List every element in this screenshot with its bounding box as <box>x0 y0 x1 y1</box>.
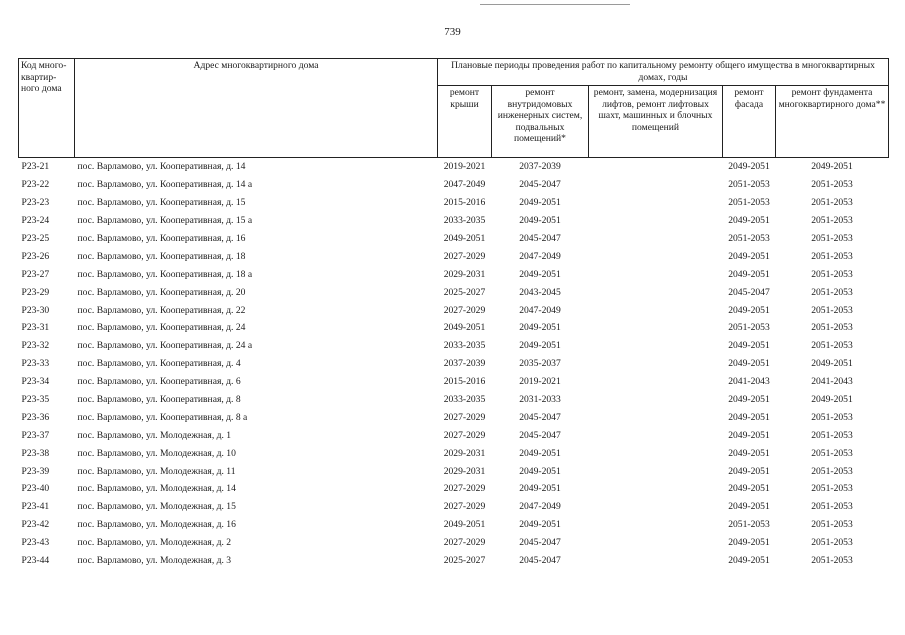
cell-roof: 2027-2029 <box>443 537 486 549</box>
cell-roof: 2049-2051 <box>443 233 486 244</box>
header-foundation: ремонт фундамента многоквартирного дома** <box>776 86 889 158</box>
cell-roof: 2019-2021 <box>443 161 486 173</box>
cell-address: пос. Варламово, ул. Кооперативная, д. 22 <box>77 304 246 316</box>
cell-facade: 2051-2053 <box>728 179 770 191</box>
cell-facade: 2049-2051 <box>728 268 770 280</box>
cell-foundation: 2041-2043 <box>811 376 853 388</box>
cell-systems: 2019-2021 <box>519 376 561 388</box>
table-row <box>19 355 889 373</box>
cell-roof: 2027-2029 <box>443 501 486 513</box>
cell-elevators <box>589 534 723 552</box>
cell-address: пос. Варламово, ул. Кооперативная, д. 8 а <box>77 411 248 423</box>
cell-systems: 2031-2033 <box>519 394 561 406</box>
cell-facade: 2049-2051 <box>728 447 770 459</box>
cell-elevators <box>589 516 723 534</box>
cell-systems: 2049-2051 <box>519 447 561 459</box>
cell-foundation: 2049-2051 <box>811 161 853 173</box>
cell-address: пос. Варламово, ул. Кооперативная, д. 14 а <box>77 179 253 191</box>
table-row <box>19 516 889 534</box>
cell-systems: 2045-2047 <box>519 555 561 567</box>
cell-code: P23-36 <box>21 411 50 423</box>
cell-systems: 2049-2051 <box>519 197 561 209</box>
header-periods-group: Плановые периоды проведения работ по капитальному ремонту общего имущества в многоквартирных домах, годы <box>438 59 889 86</box>
table-row <box>19 194 889 212</box>
cell-facade: 2051-2053 <box>728 322 770 334</box>
cell-elevators <box>589 337 723 355</box>
cell-address: пос. Варламово, ул. Молодежная, д. 11 <box>77 465 236 477</box>
cell-facade: 2049-2051 <box>728 394 770 406</box>
cell-systems: 2049-2051 <box>519 322 561 334</box>
header-facade: ремонт фасада <box>723 86 776 158</box>
cell-foundation: 2051-2053 <box>811 555 853 567</box>
cell-roof: 2029-2031 <box>443 268 486 280</box>
cell-code: P23-31 <box>21 322 50 334</box>
cell-address: пос. Варламово, ул. Молодежная, д. 1 <box>77 429 232 441</box>
cell-elevators <box>589 426 723 444</box>
cell-facade: 2051-2053 <box>728 197 770 209</box>
header-systems: ремонт внутридомовых инженерных систем, подвальных помещений* <box>492 86 589 158</box>
table-row <box>19 426 889 444</box>
cell-elevators <box>589 212 723 230</box>
cell-facade: 2049-2051 <box>728 250 770 262</box>
cell-systems: 2049-2051 <box>519 215 561 227</box>
cell-roof: 2049-2051 <box>443 519 486 531</box>
cell-foundation: 2051-2053 <box>811 322 853 334</box>
cell-elevators <box>589 194 723 212</box>
cell-facade: 2049-2051 <box>728 501 770 513</box>
cell-address: пос. Варламово, ул. Кооперативная, д. 15 <box>77 197 246 209</box>
cell-address: пос. Варламово, ул. Молодежная, д. 16 <box>77 519 236 531</box>
cell-code: P23-37 <box>21 429 50 441</box>
cell-roof: 2029-2031 <box>443 465 486 477</box>
cell-elevators <box>589 462 723 480</box>
cell-roof: 2027-2029 <box>443 429 486 441</box>
cell-code: P23-27 <box>21 268 50 280</box>
cell-elevators <box>589 552 723 570</box>
cell-code: P23-26 <box>21 250 50 262</box>
cell-code: P23-30 <box>21 304 50 316</box>
cell-foundation: 2051-2053 <box>811 465 853 477</box>
table-row <box>19 534 889 552</box>
cell-address: пос. Варламово, ул. Кооперативная, д. 6 <box>77 376 241 388</box>
cell-roof: 2027-2029 <box>443 411 486 423</box>
cell-foundation: 2051-2053 <box>811 429 853 441</box>
cell-facade: 2049-2051 <box>728 429 770 441</box>
cell-address: пос. Варламово, ул. Кооперативная, д. 4 <box>77 358 241 370</box>
cell-foundation: 2051-2053 <box>811 447 853 459</box>
cell-code: P23-43 <box>21 537 50 549</box>
cell-foundation: 2049-2051 <box>811 358 853 370</box>
header-address: Адрес многоквартирного дома <box>75 59 438 158</box>
table-row <box>19 319 889 337</box>
cell-foundation: 2051-2053 <box>811 286 853 298</box>
page-number: 739 <box>444 26 461 38</box>
cell-roof: 2015-2016 <box>443 197 486 209</box>
cell-elevators <box>589 265 723 283</box>
cell-foundation: 2051-2053 <box>811 233 853 244</box>
cell-code: P23-39 <box>21 465 50 477</box>
cell-facade: 2049-2051 <box>728 483 770 495</box>
cell-address: пос. Варламово, ул. Кооперативная, д. 15 а <box>77 215 253 227</box>
cell-roof: 2027-2029 <box>443 483 486 495</box>
cell-roof: 2033-2035 <box>443 215 486 227</box>
cell-systems: 2049-2051 <box>519 465 561 477</box>
cell-facade: 2049-2051 <box>728 161 770 173</box>
cell-code: P23-44 <box>21 555 50 567</box>
cell-code: P23-22 <box>21 179 50 191</box>
cell-code: P23-23 <box>21 197 50 209</box>
table-row <box>19 391 889 409</box>
cell-foundation: 2051-2053 <box>811 197 853 209</box>
cell-foundation: 2051-2053 <box>811 250 853 262</box>
cell-roof: 2027-2029 <box>443 304 486 316</box>
cell-systems: 2037-2039 <box>519 161 561 173</box>
cell-address: пос. Варламово, ул. Молодежная, д. 10 <box>77 447 236 459</box>
cell-facade: 2049-2051 <box>728 215 770 227</box>
cell-roof: 2033-2035 <box>443 394 486 406</box>
cell-facade: 2049-2051 <box>728 358 770 370</box>
cell-systems: 2045-2047 <box>519 411 561 423</box>
table-row <box>19 247 889 265</box>
cell-elevators <box>589 498 723 516</box>
table-row <box>19 552 889 570</box>
cell-elevators <box>589 408 723 426</box>
table-row <box>19 301 889 319</box>
cell-code: P23-40 <box>21 483 50 495</box>
cell-facade: 2051-2053 <box>728 519 770 531</box>
cell-systems: 2045-2047 <box>519 429 561 441</box>
cell-code: P23-38 <box>21 447 50 459</box>
cell-elevators <box>589 301 723 319</box>
cell-foundation: 2051-2053 <box>811 411 853 423</box>
cell-facade: 2049-2051 <box>728 304 770 316</box>
cell-address: пос. Варламово, ул. Молодежная, д. 14 <box>77 483 236 495</box>
cell-systems: 2047-2049 <box>519 304 561 316</box>
table-row <box>19 444 889 462</box>
cell-elevators <box>589 283 723 301</box>
cell-foundation: 2051-2053 <box>811 340 853 352</box>
cell-systems: 2049-2051 <box>519 340 561 352</box>
cell-facade: 2049-2051 <box>728 340 770 352</box>
cell-elevators <box>589 319 723 337</box>
cell-foundation: 2051-2053 <box>811 268 853 280</box>
repair-schedule-table <box>18 58 889 569</box>
cell-address: пос. Варламово, ул. Кооперативная, д. 8 <box>77 394 241 406</box>
cell-systems: 2045-2047 <box>519 537 561 549</box>
cell-code: P23-33 <box>21 358 50 370</box>
table-row <box>19 176 889 194</box>
cell-address: пос. Варламово, ул. Кооперативная, д. 20 <box>77 286 246 298</box>
cell-address: пос. Варламово, ул. Кооперативная, д. 18 <box>77 250 246 262</box>
cell-address: пос. Варламово, ул. Молодежная, д. 2 <box>77 537 232 549</box>
cell-roof: 2047-2049 <box>443 179 486 191</box>
cell-address: пос. Варламово, ул. Кооперативная, д. 16 <box>77 233 246 244</box>
cell-foundation: 2049-2051 <box>811 394 853 406</box>
cell-facade: 2051-2053 <box>728 233 770 244</box>
cell-roof: 2027-2029 <box>443 250 486 262</box>
cell-facade: 2045-2047 <box>728 286 770 298</box>
cell-roof: 2037-2039 <box>443 358 486 370</box>
cell-elevators <box>589 444 723 462</box>
cell-systems: 2045-2047 <box>519 233 561 244</box>
cell-address: пос. Варламово, ул. Кооперативная, д. 14 <box>77 161 246 173</box>
cell-code: P23-24 <box>21 215 50 227</box>
cell-systems: 2047-2049 <box>519 250 561 262</box>
table-row <box>19 283 889 301</box>
cell-code: P23-41 <box>21 501 50 513</box>
cell-facade: 2041-2043 <box>728 376 770 388</box>
cell-elevators <box>589 373 723 391</box>
cell-foundation: 2051-2053 <box>811 537 853 549</box>
cell-systems: 2047-2049 <box>519 501 561 513</box>
header-code: Код много-квартир-ного дома <box>19 59 75 158</box>
scan-top-rule <box>480 4 630 5</box>
cell-code: P23-25 <box>21 233 50 244</box>
cell-facade: 2049-2051 <box>728 555 770 567</box>
table-body <box>19 158 889 570</box>
table-row <box>19 498 889 516</box>
cell-elevators <box>589 230 723 248</box>
table-row <box>19 373 889 391</box>
cell-code: P23-32 <box>21 340 50 352</box>
cell-foundation: 2051-2053 <box>811 519 853 531</box>
cell-systems: 2045-2047 <box>519 179 561 191</box>
cell-code: P23-29 <box>21 286 50 298</box>
cell-code: P23-35 <box>21 394 50 406</box>
cell-roof: 2025-2027 <box>443 555 486 567</box>
cell-systems: 2049-2051 <box>519 519 561 531</box>
cell-roof: 2049-2051 <box>443 322 486 334</box>
table-row <box>19 337 889 355</box>
cell-code: P23-21 <box>21 161 50 173</box>
cell-elevators <box>589 158 723 176</box>
cell-elevators <box>589 480 723 498</box>
cell-foundation: 2051-2053 <box>811 483 853 495</box>
cell-systems: 2049-2051 <box>519 483 561 495</box>
cell-foundation: 2051-2053 <box>811 215 853 227</box>
cell-roof: 2033-2035 <box>443 340 486 352</box>
table-row <box>19 265 889 283</box>
cell-elevators <box>589 391 723 409</box>
table-row <box>19 480 889 498</box>
cell-systems: 2035-2037 <box>519 358 561 370</box>
cell-systems: 2043-2045 <box>519 286 561 298</box>
table-row <box>19 212 889 230</box>
table-row <box>19 408 889 426</box>
header-elevators: ремонт, замена, модернизация лифтов, ремонт лифтовых шахт, машинных и блочных помещений <box>589 86 723 158</box>
cell-roof: 2029-2031 <box>443 447 486 459</box>
cell-code: P23-42 <box>21 519 50 531</box>
table-row <box>19 158 889 176</box>
cell-facade: 2049-2051 <box>728 465 770 477</box>
cell-foundation: 2051-2053 <box>811 501 853 513</box>
cell-address: пос. Варламово, ул. Кооперативная, д. 24 а <box>77 340 253 352</box>
table-row <box>19 230 889 248</box>
cell-address: пос. Варламово, ул. Молодежная, д. 15 <box>77 501 236 513</box>
header-roof: ремонт крыши <box>438 86 492 158</box>
cell-elevators <box>589 355 723 373</box>
cell-systems: 2049-2051 <box>519 268 561 280</box>
cell-address: пос. Варламово, ул. Кооперативная, д. 18 а <box>77 268 253 280</box>
cell-elevators <box>589 247 723 265</box>
cell-code: P23-34 <box>21 376 50 388</box>
cell-address: пос. Варламово, ул. Молодежная, д. 3 <box>77 555 232 567</box>
cell-foundation: 2051-2053 <box>811 179 853 191</box>
cell-elevators <box>589 176 723 194</box>
cell-address: пос. Варламово, ул. Кооперативная, д. 24 <box>77 322 246 334</box>
cell-facade: 2049-2051 <box>728 411 770 423</box>
cell-foundation: 2051-2053 <box>811 304 853 316</box>
cell-roof: 2015-2016 <box>443 376 486 388</box>
table-row <box>19 462 889 480</box>
cell-roof: 2025-2027 <box>443 286 486 298</box>
cell-facade: 2049-2051 <box>728 537 770 549</box>
